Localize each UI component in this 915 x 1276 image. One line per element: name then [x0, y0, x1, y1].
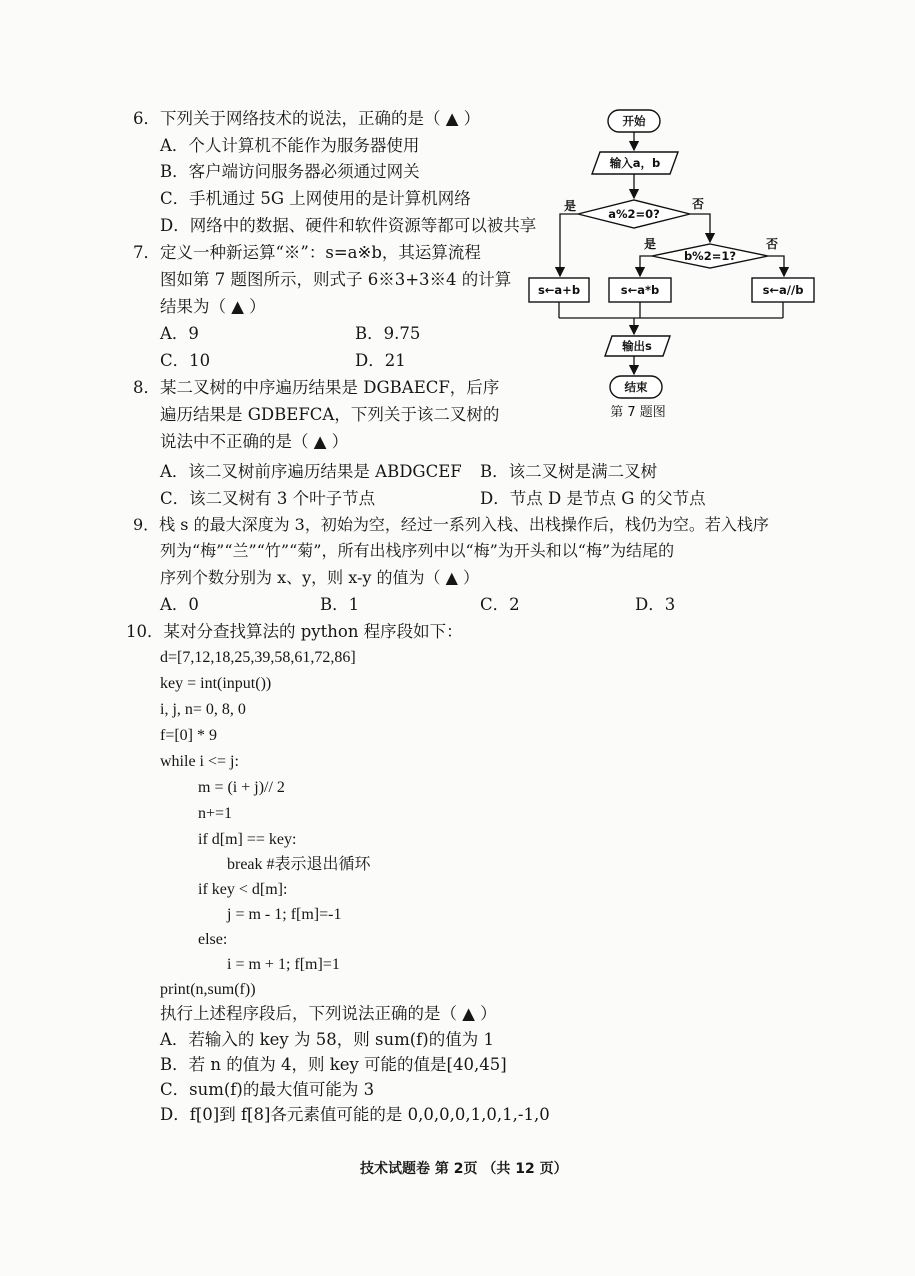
q10-question: 执行上述程序段后，下列说法正确的是（ ▲ ）: [160, 1004, 497, 1023]
code-line-3: i, j, n= 0, 8, 0: [160, 701, 246, 718]
q10-option-d: D．f[0]到 f[8]各元素值可能的是 0,0,0,0,1,0,1,-1,0: [160, 1105, 550, 1124]
flowchart-yes-label-1: 是: [564, 199, 577, 213]
page-footer: 技术试题卷 第 2页 （共 12 页）: [360, 1161, 568, 1177]
flowchart-end-label: 结束: [624, 380, 648, 394]
q7-stem-line-2: 图如第 7 题图所示，则式子 6※3+3※4 的计算: [160, 270, 512, 289]
flowchart-no-label-2: 否: [766, 237, 779, 251]
q8-option-c: C．该二叉树有 3 个叶子节点: [160, 489, 376, 508]
flowchart-process-floordiv-label: s←a//b: [762, 283, 804, 297]
code-line-10: if key < d[m]:: [198, 881, 288, 898]
code-line-12: else:: [198, 931, 228, 948]
q6-option-c: C．手机通过 5G 上网使用的是计算机网络: [160, 189, 471, 208]
code-line-8: if d[m] == key:: [198, 831, 297, 848]
code-line-1: d=[7,12,18,25,39,58,61,72,86]: [160, 649, 356, 666]
code-line-9: break #表示退出循环: [227, 856, 371, 873]
q7-stem-line-3: 结果为（ ▲ ）: [160, 297, 266, 316]
flowchart-output-label: 输出s: [622, 339, 652, 353]
q9-option-c: C．2: [480, 595, 520, 614]
q7-option-c: C．10: [160, 351, 211, 370]
q9-stem-line-2: 列为“梅”“兰”“竹”“菊”，所有出栈序列中以“梅”为开头和以“梅”为结尾的: [160, 541, 675, 560]
code-line-14: print(n,sum(f)): [160, 981, 256, 998]
code-line-7: n+=1: [198, 805, 233, 822]
flowchart-process-sum-label: s←a+b: [537, 283, 581, 297]
q9-option-d: D．3: [635, 595, 676, 614]
q7-stem-line-1: 7．定义一种新运算“※”：s=a※b，其运算流程: [133, 243, 481, 262]
q9-stem-line-3: 序列个数分别为 x、y，则 x-y 的值为（ ▲ ）: [160, 568, 479, 587]
q6-stem: 6．下列关于网络技术的说法，正确的是（ ▲ ）: [133, 109, 481, 128]
q8-stem-line-3: 说法中不正确的是（ ▲ ）: [160, 432, 349, 451]
q9-stem-line-1: 9．栈 s 的最大深度为 3，初始为空，经过一系列入栈、出栈操作后，栈仍为空。若入栈序: [133, 515, 769, 534]
code-line-4: f=[0] * 9: [160, 727, 218, 744]
flowchart-process-product-label: s←a*b: [620, 283, 660, 297]
q8-stem-line-1: 8．某二叉树的中序遍历结果是 DGBAECF，后序: [133, 378, 500, 397]
q8-option-b: B．该二叉树是满二叉树: [480, 462, 658, 481]
q10-option-c: C．sum(f)的最大值可能为 3: [160, 1080, 375, 1099]
q8-option-a: A．该二叉树前序遍历结果是 ABDGCEF: [160, 462, 462, 481]
flowchart-caption: 第 7 题图: [610, 405, 666, 420]
q6-option-a: A．个人计算机不能作为服务器使用: [160, 136, 420, 155]
q7-option-a: A．9: [160, 324, 199, 343]
flowchart-start-label: 开始: [622, 114, 646, 128]
q8-option-d: D．节点 D 是节点 G 的父节点: [480, 489, 706, 508]
q8-stem-line-2: 遍历结果是 GDBEFCA，下列关于该二叉树的: [160, 405, 500, 424]
flowchart-figure-7: [520, 100, 820, 430]
flowchart-decision-b-label: b%2=1?: [683, 249, 737, 263]
code-line-5: while i <= j:: [160, 753, 239, 770]
q10-option-b: B．若 n 的值为 4，则 key 可能的值是[40,45]: [160, 1055, 507, 1074]
q10-option-a: A．若输入的 key 为 58，则 sum(f)的值为 1: [160, 1030, 494, 1049]
q9-option-a: A．0: [160, 595, 199, 614]
q7-option-b: B．9.75: [355, 324, 421, 343]
code-line-11: j = m - 1; f[m]=-1: [227, 906, 342, 923]
code-line-6: m = (i + j)// 2: [198, 779, 285, 796]
q6-option-d: D．网络中的数据、硬件和软件资源等都可以被共享: [160, 216, 537, 235]
q10-stem: 10．某对分查找算法的 python 程序段如下：: [126, 622, 463, 641]
flowchart-no-label-1: 否: [692, 197, 705, 211]
flowchart-yes-label-2: 是: [644, 237, 657, 251]
flowchart-input-label: 输入a，b: [609, 156, 661, 170]
code-line-13: i = m + 1; f[m]=1: [227, 956, 340, 973]
flowchart-decision-a-label: a%2=0?: [608, 207, 660, 221]
q9-option-b: B．1: [320, 595, 360, 614]
q7-option-d: D．21: [355, 351, 406, 370]
code-line-2: key = int(input()): [160, 675, 272, 692]
q6-option-b: B．客户端访问服务器必须通过网关: [160, 162, 420, 181]
